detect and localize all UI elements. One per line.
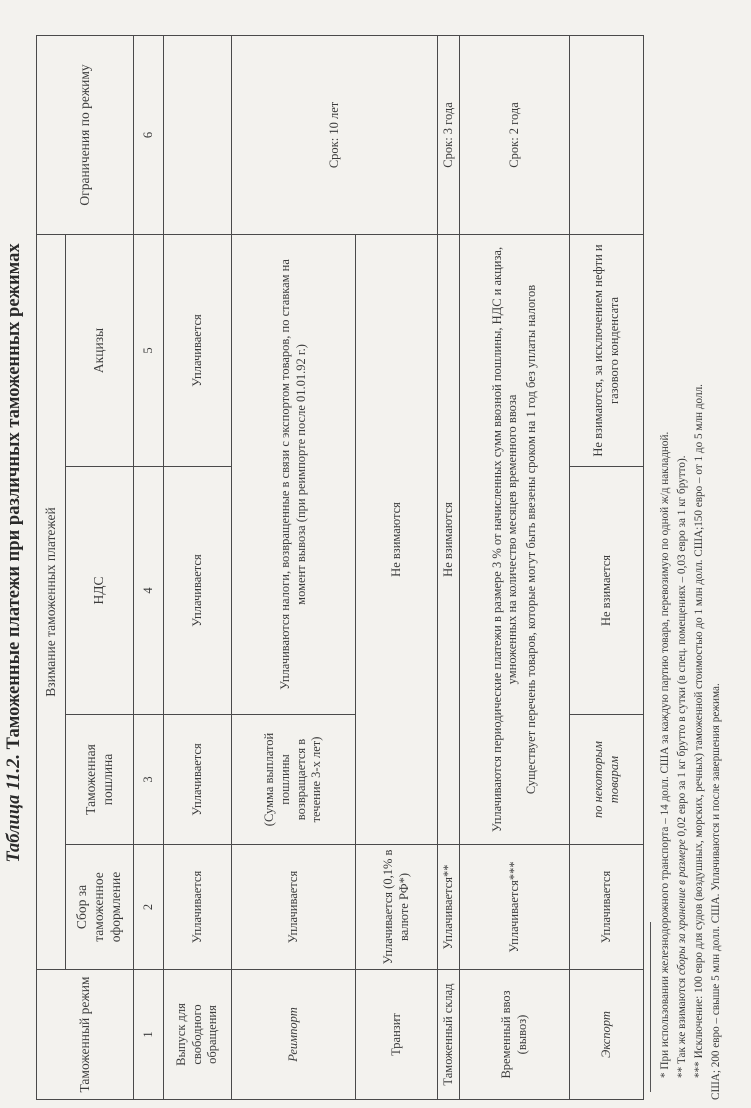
- duty-export: по некоторым товарам: [570, 715, 644, 845]
- excise-export: Не взимаются, за исключением нефти и газового конденсата: [570, 234, 644, 466]
- footnote-1: * При использовании железнодорожного транспорта – 14 долл. США за каждую партию товара, перевозимую по одной ж/д накладной.: [659, 431, 671, 1078]
- footnote-rule: [650, 922, 651, 1092]
- col-number-2: 2: [134, 845, 164, 970]
- limits-export: [570, 35, 644, 234]
- col-number-1: 1: [134, 970, 164, 1100]
- payments-transit: Не взимаются: [356, 234, 438, 844]
- table-title: [4, 18, 25, 1088]
- header-excise: Акцизы: [66, 234, 134, 466]
- regime-temporary-import: Временный ввоз (вывоз): [460, 970, 570, 1100]
- table-row: [232, 35, 356, 1099]
- table-title-text: Таможенные платежи при различных таможенных режимах: [4, 243, 24, 755]
- table-row: [570, 35, 644, 1099]
- col-number-6: 6: [134, 35, 164, 234]
- header-fee: Сбор за таможенное оформление: [66, 845, 134, 970]
- fee-transit: Уплачивается (0,1% в валюте РФ*): [356, 845, 438, 970]
- header-duty: Таможенная пошлина: [66, 715, 134, 845]
- footnote-3: *** Исключение: 100 евро для судов (воздушных, морских, речных) таможенной стоимостью до 1 млн долл. США;150 евро – от 1 до 5 млн долл.: [693, 384, 705, 1078]
- table-row: [460, 35, 570, 1099]
- header-payments-group: Взимание таможенных платежей: [37, 234, 66, 969]
- table-row: [438, 35, 460, 1099]
- footnote-3-continued: США; 200 евро – свыше 5 млн долл. США. Уплачиваются и после завершения режима.: [710, 683, 722, 1100]
- col-number-4: 4: [134, 467, 164, 715]
- table-row: [164, 35, 232, 1099]
- fee-export: Уплачивается: [570, 845, 644, 970]
- col-number-3: 3: [134, 715, 164, 845]
- payments-temporary-import: [460, 234, 570, 844]
- limits-warehouse: Срок: 3 года: [438, 35, 460, 234]
- limits-temporary-import: Срок: 2 года: [460, 35, 570, 234]
- customs-payments-table: [36, 35, 644, 1100]
- regime-warehouse: Таможенный склад: [438, 970, 460, 1100]
- header-vat: НДС: [66, 467, 134, 715]
- fee-free-circulation: Уплачивается: [164, 845, 232, 970]
- temporary-import-note-b: Существует перечень товаров, которые могут быть ввезены сроком на 1 год без уплаты налогов: [523, 284, 538, 795]
- fee-warehouse: Уплачивается**: [438, 845, 460, 970]
- regime-transit: Транзит: [356, 970, 438, 1100]
- footnote-2-italic: сборы за хранение в размере: [676, 839, 688, 976]
- regime-reimport: Реимпорт: [232, 970, 356, 1100]
- vat-export: Не взимается: [570, 467, 644, 715]
- regime-free-circulation: Выпуск для свободного обращения: [164, 970, 232, 1100]
- table-title-number: Таблица 11.2.: [4, 754, 24, 863]
- footnote-2-lead: ** Так же взимаются: [676, 975, 688, 1078]
- fee-reimport: Уплачивается: [232, 845, 356, 970]
- regime-export: Экспорт: [570, 970, 644, 1100]
- footnote-2: [674, 10, 691, 1100]
- footnote-2-tail: 0,02 евро за 1 кг брутто в сутки (в спец. помещениях – 0,03 евро за 1 кг брутто).: [676, 455, 688, 840]
- fee-temporary-import: Уплачивается***: [460, 845, 570, 970]
- duty-reimport: (Сумма выплатой пошлины возвращается в течение 3-х лет): [232, 715, 356, 845]
- duty-free-circulation: Уплачивается: [164, 715, 232, 845]
- excise-free-circulation: Уплачивается: [164, 234, 232, 466]
- col-number-5: 5: [134, 234, 164, 466]
- header-limits: Ограничения по режиму: [37, 35, 134, 234]
- limits-free-circulation: [164, 35, 232, 234]
- vat-free-circulation: Уплачивается: [164, 467, 232, 715]
- header-regime: Таможенный режим: [37, 970, 134, 1100]
- temporary-import-note-a: Уплачиваются периодические платежи в размере 3 % от начисленных сумм ввозной пошлины, НДС и акциза, умноженных на количество месяцев временного ввоза: [489, 246, 520, 833]
- payments-warehouse: Не взимаются: [438, 234, 460, 844]
- limits-reimport-transit: Срок: 10 лет: [232, 35, 438, 234]
- footnotes: [650, 10, 725, 1100]
- vat-excise-reimport: Уплачиваются налоги, возвращенные в связи с экспортом товаров, по ставкам на момент вывоза (при реимпорте после 01.01.92 г.): [232, 234, 356, 714]
